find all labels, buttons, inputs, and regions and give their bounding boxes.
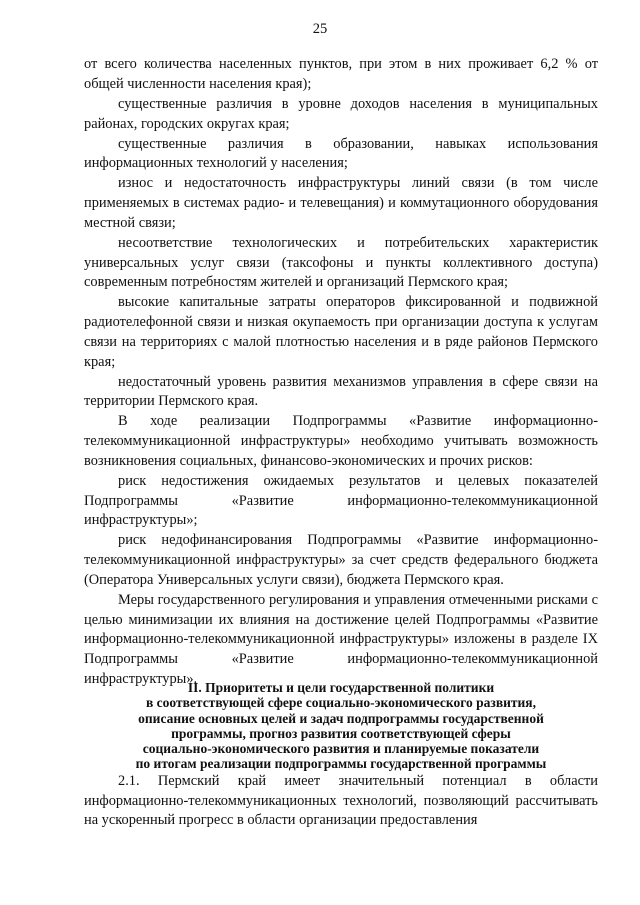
paragraph: износ и недостаточность инфраструктуры линий связи (в том числе применяемых в системах радио- и телевещания) и коммутационного оборудования местной связи; <box>84 175 598 231</box>
paragraph-continuation: от всего количества населенных пунктов, при этом в них проживает 6,2 % от общей численности населения края); <box>84 56 598 92</box>
heading-line: II. Приоритеты и цели государственной политики <box>187 680 495 695</box>
paragraph: высокие капитальные затраты операторов фиксированной и подвижной радиотелефонной связи и низкая окупаемость при организации доступа к услугам связи на территориях с малой плотностью населения и в ряде районов Пермского края; <box>84 294 598 370</box>
heading-line: социально-экономического развития и планируемые показатели <box>142 741 540 757</box>
section-heading <box>84 680 598 772</box>
paragraph: Меры государственного регулирования и управления отмеченными рисками с целью минимизации их влияния на достижение целей Подпрограммы «Развитие информационно-телекоммуникационной инфраструктуры» изложены в разделе IX Подпрограммы «Развитие информационно-телекоммуникационной инфраструктуры». <box>84 591 598 687</box>
paragraph: существенные различия в образовании, навыках использования информационных технологий у населения; <box>84 135 598 172</box>
heading-line: в соответствующей сфере социально-экономического развития, <box>146 695 536 711</box>
paragraph: 2.1. Пермский край имеет значительный потенциал в области информационно-телекоммуникационных технологий, позволяющий рассчитывать на ускоренный прогресс в области организации предоставления <box>84 773 598 829</box>
paragraph: риск недостижения ожидаемых результатов и целевых показателей Подпрограммы «Развитие информационно-телекоммуникационной инфраструктуры»; <box>84 472 598 529</box>
heading-line: по итогам реализации подпрограммы государственной программы <box>135 756 547 772</box>
section-body <box>84 772 598 831</box>
heading-line: описание основных целей и задач подпрограммы государственной <box>138 710 544 726</box>
paragraph: риск недофинансирования Подпрограммы «Развитие информационно-телекоммуникационной инфраструктуры» за счет средств федерального бюджета (Оператора Универсальных услуги связи), бюджета Пермского края. <box>84 532 598 588</box>
paragraph: несоответствие технологических и потребительских характеристик универсальных услуг связи (таксофоны и пункты коллективного доступа) современным потребностям жителей и организаций Пермского края; <box>84 234 598 291</box>
document-body <box>84 55 598 690</box>
paragraph: В ходе реализации Подпрограммы «Развитие информационно-телекоммуникационной инфраструктуры» необходимо учитывать возможность возникновения социальных, финансово-экономических и прочих рисков: <box>84 413 598 469</box>
page-number: 25 <box>312 21 328 37</box>
paragraph: недостаточный уровень развития механизмов управления в сфере связи на территории Пермского края. <box>84 373 598 410</box>
paragraph: существенные различия в уровне доходов населения в муниципальных районах, городских округах края; <box>84 95 598 132</box>
heading-line: программы, прогноз развития соответствующей сферы <box>171 725 511 741</box>
